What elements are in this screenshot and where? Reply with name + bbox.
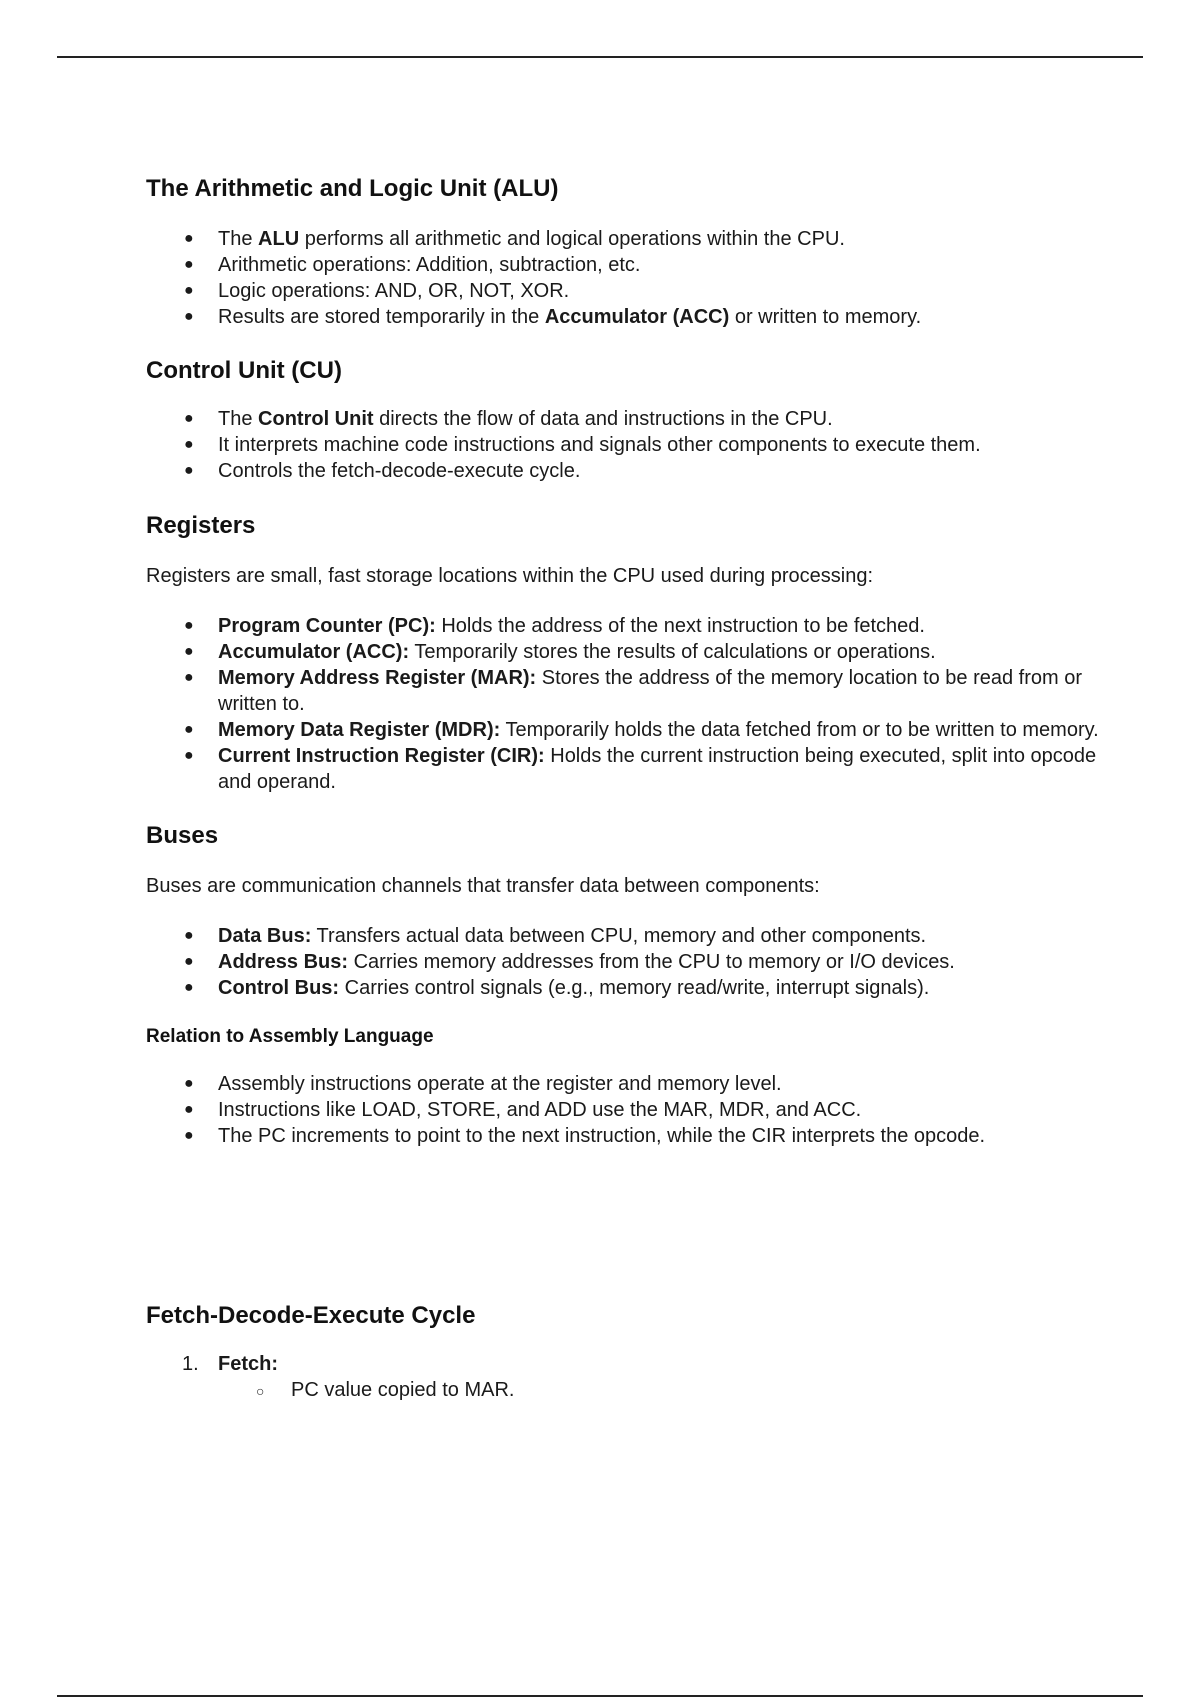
footer-rule xyxy=(57,1695,1143,1697)
bullet-icon: ● xyxy=(184,927,194,944)
list-control-unit xyxy=(146,406,1106,484)
list-item: ● Program Counter (PC): Holds the address of the next instruction to be fetched. xyxy=(184,615,925,637)
list-item: ● Memory Data Register (MDR): Temporarily holds the data fetched from or to be written to memory. xyxy=(184,719,1099,741)
list-item: ● Address Bus: Carries memory addresses from the CPU to memory or I/O devices. xyxy=(184,951,955,973)
list-item: ● The PC increments to point to the next instruction, while the CIR interprets the opcode. xyxy=(184,1125,986,1147)
buses-intro: Buses are communication channels that transfer data between components: xyxy=(146,875,820,897)
bullet-icon: ● xyxy=(184,282,194,299)
list-item: ● Arithmetic operations: Addition, subtraction, etc. xyxy=(184,254,641,276)
bullet-icon: ● xyxy=(184,1075,194,1092)
list-item: ● The ALU performs all arithmetic and logical operations within the CPU. xyxy=(184,228,845,250)
header-rule xyxy=(57,56,1143,58)
document-page xyxy=(146,172,1106,1403)
bullet-icon: ● xyxy=(184,1127,194,1144)
bullet-icon: ● xyxy=(184,953,194,970)
list-item: ● Memory Address Register (MAR): Stores the address of the memory location to be read from or written to. xyxy=(184,667,1083,715)
list-item: ● Accumulator (ACC): Temporarily stores the results of calculations or operations. xyxy=(184,641,936,663)
list-fde-steps xyxy=(146,1351,1106,1377)
hollow-bullet-icon: ○ xyxy=(256,1383,265,1399)
bullet-icon: ● xyxy=(184,308,194,325)
bullet-icon: ● xyxy=(184,410,194,427)
bullet-icon: ● xyxy=(184,230,194,247)
heading-control-unit: Control Unit (CU) xyxy=(146,357,342,384)
bullet-icon: ● xyxy=(184,747,194,764)
bullet-icon: ● xyxy=(184,721,194,738)
list-item: ○ PC value copied to MAR. xyxy=(146,1377,1106,1403)
list-alu xyxy=(146,226,1106,330)
list-item: 1. Fetch: xyxy=(182,1353,278,1375)
heading-registers: Registers xyxy=(146,512,256,539)
list-assembly xyxy=(146,1071,1106,1149)
list-item: ● Results are stored temporarily in the Accumulator (ACC) or written to memory. xyxy=(184,306,922,328)
registers-intro: Registers are small, fast storage locations within the CPU used during processing: xyxy=(146,565,874,587)
list-item: ● Assembly instructions operate at the register and memory level. xyxy=(184,1073,782,1095)
list-item: ● Instructions like LOAD, STORE, and ADD use the MAR, MDR, and ACC. xyxy=(184,1099,862,1121)
list-item: ● It interprets machine code instructions and signals other components to execute them. xyxy=(184,434,981,456)
list-item: ● Logic operations: AND, OR, NOT, XOR. xyxy=(184,280,570,302)
bullet-icon: ● xyxy=(184,617,194,634)
list-item: ● Current Instruction Register (CIR): Holds the current instruction being executed, split into opcode and operand. xyxy=(184,745,1097,793)
bullet-icon: ● xyxy=(184,256,194,273)
list-item: ● Data Bus: Transfers actual data between CPU, memory and other components. xyxy=(184,925,927,947)
list-buses xyxy=(146,923,1106,1001)
list-item: ● Control Bus: Carries control signals (e.g., memory read/write, interrupt signals). xyxy=(184,977,930,999)
bullet-icon: ● xyxy=(184,669,194,686)
heading-assembly: Relation to Assembly Language xyxy=(146,1026,434,1047)
heading-fetch-decode-execute: Fetch-Decode-Execute Cycle xyxy=(146,1302,476,1329)
bullet-icon: ● xyxy=(184,1101,194,1118)
list-fde-fetch-substeps xyxy=(146,1377,1106,1403)
bullet-icon: ● xyxy=(184,643,194,660)
list-item: ● The Control Unit directs the flow of data and instructions in the CPU. xyxy=(184,408,833,430)
list-item: ● Controls the fetch-decode-execute cycle. xyxy=(184,460,581,482)
bullet-icon: ● xyxy=(184,462,194,479)
list-registers xyxy=(146,613,1106,795)
step-number: 1. xyxy=(182,1353,199,1375)
bullet-icon: ● xyxy=(184,436,194,453)
bullet-icon: ● xyxy=(184,979,194,996)
heading-buses: Buses xyxy=(146,822,219,849)
heading-alu: The Arithmetic and Logic Unit (ALU) xyxy=(146,175,559,202)
